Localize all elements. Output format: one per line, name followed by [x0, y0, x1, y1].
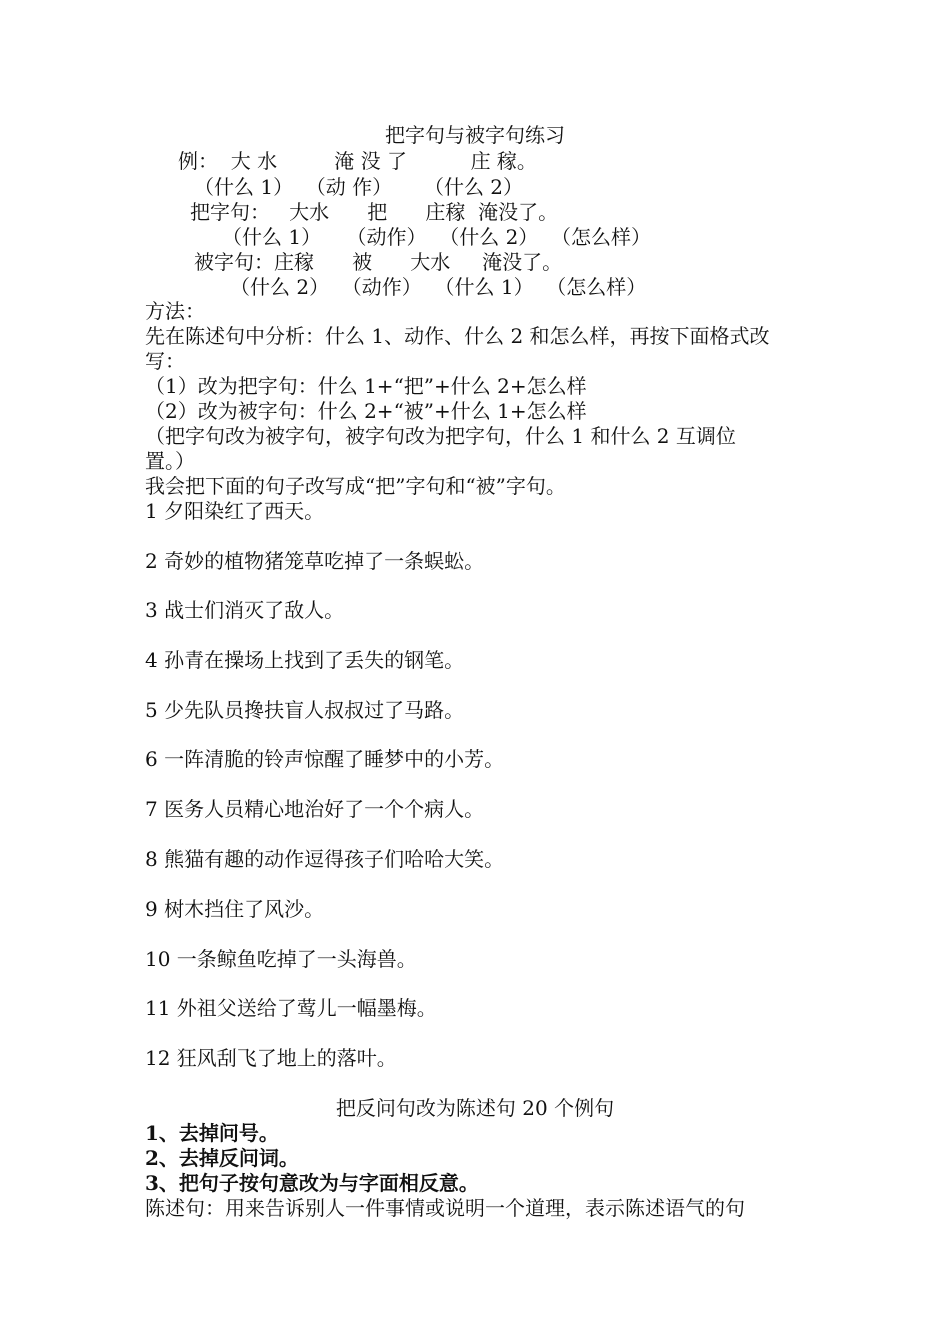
section-title: 把反问句改为陈述句 20 个例句: [335, 1096, 615, 1120]
exercise-item: 9 树木挡住了风沙。: [145, 897, 325, 921]
method-rule-ba: （1）改为把字句：什么 1+“把”+什么 2+怎么样: [145, 374, 587, 398]
method-label: 方法：: [145, 299, 205, 323]
worksheet-title: 把字句与被字句练习: [385, 123, 565, 147]
exercise-item: 10 一条鲸鱼吃掉了一头海兽。: [145, 947, 417, 971]
bei-parts-row: （什么 2） （动作） （什么 1） （怎么样）: [230, 275, 647, 299]
definition-text: 陈述句：用来告诉别人一件事情或说明一个道理，表示陈述语气的句: [145, 1196, 745, 1220]
method-text: 写：: [145, 349, 185, 373]
exercise-item: 5 少先队员搀扶盲人叔叔过了马路。: [145, 698, 465, 722]
ba-sentence-example: 把字句： 大水 把 庄稼 淹没了。: [190, 200, 559, 224]
exercise-instruction: 我会把下面的句子改写成“把”字句和“被”字句。: [145, 474, 566, 498]
bei-sentence-example: 被字句：庄稼 被 大水 淹没了。: [194, 250, 563, 274]
exercise-item: 12 狂风刮飞了地上的落叶。: [145, 1046, 397, 1070]
ba-parts-row: （什么 1） （动作） （什么 2） （怎么样）: [222, 225, 652, 249]
exercise-item: 2 奇妙的植物猪笼草吃掉了一条蜈蚣。: [145, 549, 485, 573]
example-sentence: 例： 大 水 淹 没 了 庄 稼。: [178, 149, 537, 173]
method-text: 先在陈述句中分析：什么 1、动作、什么 2 和怎么样，再按下面格式改: [145, 324, 770, 348]
exercise-item: 8 熊猫有趣的动作逗得孩子们哈哈大笑。: [145, 847, 505, 871]
example-parts-row: （什么 1） （动 作） （什么 2）: [194, 175, 524, 199]
exercise-item: 7 医务人员精心地治好了一个个病人。: [145, 797, 485, 821]
rule-item: 3、把句子按句意改为与字面相反意。: [145, 1171, 479, 1195]
exercise-item: 3 战士们消灭了敌人。: [145, 598, 345, 622]
exercise-item: 4 孙青在操场上找到了丢失的钢笔。: [145, 648, 465, 672]
method-note: （把字句改为被字句，被字句改为把字句，什么 1 和什么 2 互调位: [145, 424, 736, 448]
rule-item: 2、去掉反问词。: [145, 1146, 299, 1170]
exercise-item: 11 外祖父送给了莺儿一幅墨梅。: [145, 996, 437, 1020]
rule-item: 1、去掉问号。: [145, 1121, 279, 1145]
exercise-item: 6 一阵清脆的铃声惊醒了睡梦中的小芳。: [145, 747, 505, 771]
exercise-item: 1 夕阳染红了西天。: [145, 499, 325, 523]
method-rule-bei: （2）改为被字句：什么 2+“被”+什么 1+怎么样: [145, 399, 587, 423]
method-note: 置。）: [145, 449, 195, 473]
